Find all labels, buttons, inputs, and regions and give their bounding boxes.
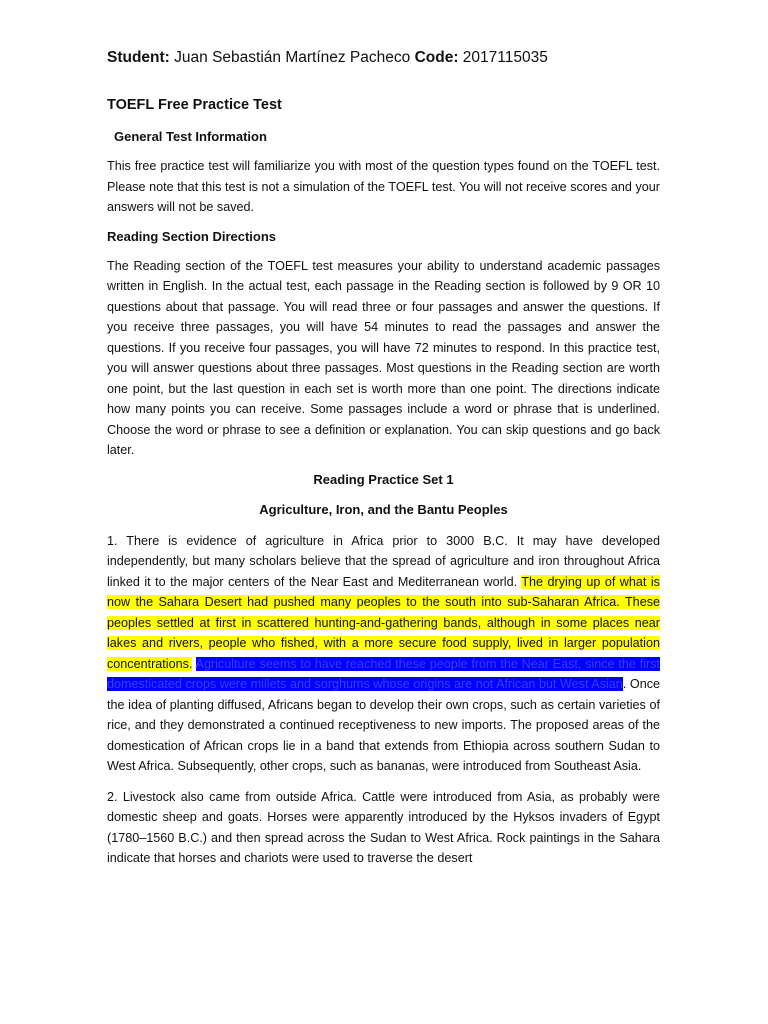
blue-highlight-text: Agriculture seems to have reached these people from the Near East, since the first domesticated crops were millets and sorghums whose origins are not African but West Asian [107,656,660,691]
passage-paragraph-1 [107,531,660,777]
reading-directions-heading: Reading Section Directions [107,228,277,244]
document-title: TOEFL Free Practice Test [107,97,282,113]
practice-set-heading: Reading Practice Set 1 [313,471,454,487]
student-label: Student: [107,49,170,66]
code-value: 2017115035 [458,49,548,66]
code-label: Code: [414,49,459,66]
passage-paragraph-2: 2. Livestock also came from outside Africa. Cattle were introduced from Asia, as probably were domestic sheep and goats. Horses were apparently introduced by the Hyksos invaders of Egypt (1780–1560 B.C.) and then spread across the Sudan to West Africa. Rock paintings in the Sahara indicate that horses and chariots were used to traverse the desert [107,789,660,865]
reading-directions-paragraph: The Reading section of the TOEFL test measures your ability to understand academic passages written in English. In the actual test, each passage in the Reading section is followed by 9 OR 10 questions about that passage. You will read three or four passages and answer the questions. If you receive three passages, you will have 54 minutes to read the passages and answer the questions. If you receive four passages, you will have 72 minutes to respond. In this practice test, you will answer questions about three passages. Most questions in the Reading section are worth one point, but the last question in each set is worth more than one point. The directions indicate how many points you can receive. Some passages include a word or phrase that is underlined. Choose the word or phrase to see a definition or explanation. You can skip questions and go back later. [107,258,660,457]
student-name: Juan Sebastián Martínez Pacheco [169,49,415,66]
passage-title: Agriculture, Iron, and the Bantu Peoples [259,501,508,517]
document-page [107,48,660,879]
yellow-highlight-text: The drying up of what is now the Sahara Desert had pushed many peoples to the south into sub-Saharan Africa. These peoples settled at first in scattered hunting-and-gathering bands, although in some places near lakes and rivers, people who fished, with a more secure food supply, lived in larger population concentrations. [107,574,660,671]
paragraph1-text-end: . Once the idea of planting diffused, Africans began to develop their own crops, such as certain varieties of rice, and they demonstrated a continued receptiveness to new imports. The proposed areas of the domestication of African crops lie in a band that extends from Ethiopia across southern Sudan to West Africa. Subsequently, other crops, such as bananas, were introduced from Southeast Asia. [107,677,660,773]
general-info-heading: General Test Information [114,129,267,144]
paragraph1-text-start: 1. There is evidence of agriculture in Africa prior to 3000 B.C. It may have developed independently, but many scholars believe that the spread of agriculture and iron throughout Africa linked it to the major centers of the Near East and Mediterranean world. [107,533,660,589]
student-info-line [107,48,660,68]
general-info-paragraph: This free practice test will familiarize you with most of the question types found on the TOEFL test. Please note that this test is not a simulation of the TOEFL test. You will not receive scores and your answers will not be saved. [107,159,660,214]
